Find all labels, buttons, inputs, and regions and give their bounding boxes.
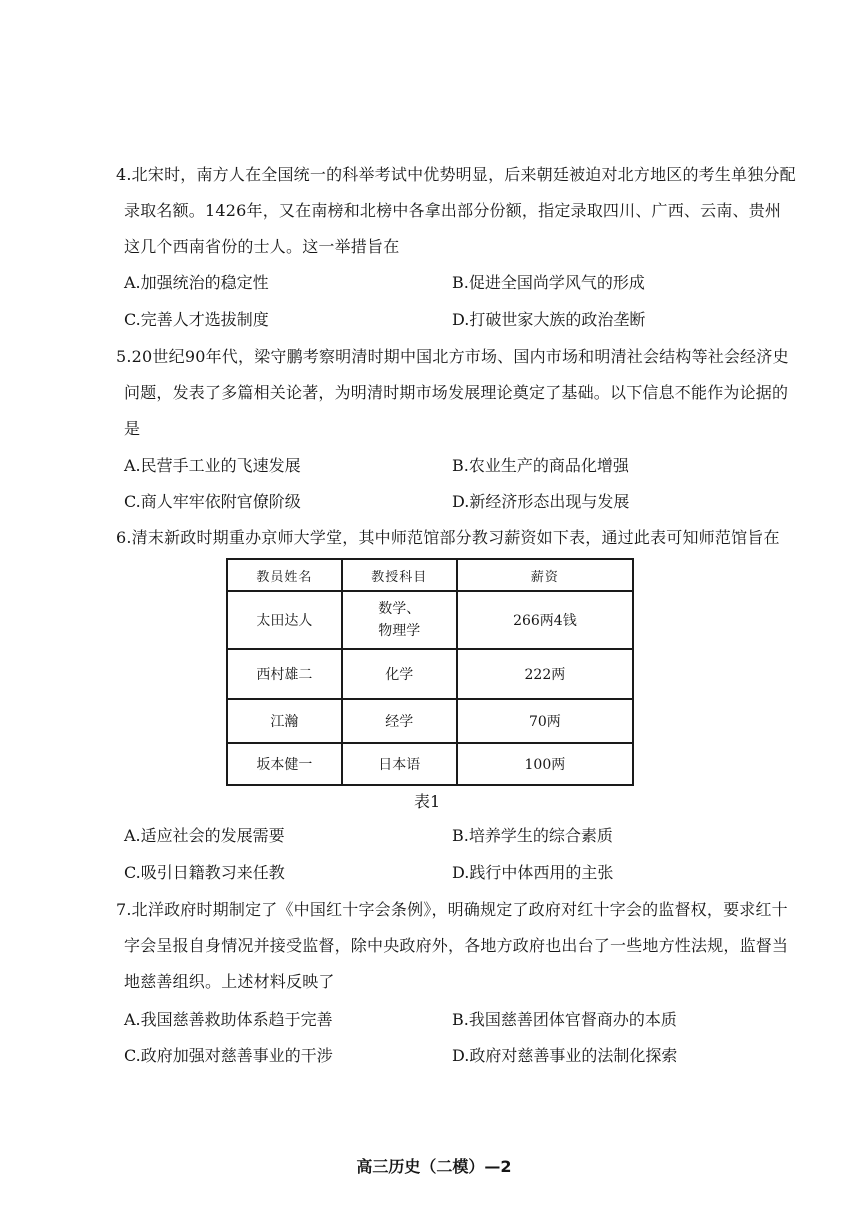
question-6-option-b: B.培养学生的综合素质	[452, 826, 613, 845]
question-7-line-2: 字会呈报自身情况并接受监督，除中央政府外，各地方政府也出台了一些地方性法规，监督当	[124, 936, 789, 955]
question-5-line-2: 问题，发表了多篇相关论著，为明清时期市场发展理论奠定了基础。以下信息不能作为论据的	[124, 383, 789, 402]
table-header-row	[227, 559, 633, 591]
question-7-option-d: D.政府对慈善事业的法制化探索	[452, 1046, 678, 1065]
question-7-line-3: 地慈善组织。上述材料反映了	[124, 972, 335, 991]
table-cell-subject-line-1: 数学、	[378, 601, 421, 617]
question-5-line-3: 是	[124, 419, 141, 438]
table-row	[227, 699, 633, 743]
question-4-option-d: D.打破世家大族的政治垄断	[452, 310, 646, 329]
question-5-option-c: C.商人牢牢依附官僚阶级	[124, 492, 301, 511]
question-5-option-a: A.民营手工业的飞速发展	[124, 456, 301, 475]
question-7-option-c: C.政府加强对慈善事业的干涉	[124, 1046, 333, 1065]
question-5-line-1: 5.20世纪90年代，梁守鹏考察明清时期中国北方市场、国内市场和明清社会结构等社会经济史	[116, 347, 789, 366]
table-cell-subject: 日本语	[342, 743, 457, 785]
question-4-line-1: 4.北宋时，南方人在全国统一的科举考试中优势明显，后来朝廷被迫对北方地区的考生单独分配	[116, 165, 796, 184]
table-caption: 表1	[414, 792, 441, 811]
question-6-option-d: D.践行中体西用的主张	[452, 863, 614, 882]
salary-table	[226, 558, 634, 786]
table-cell-name: 太田达人	[227, 591, 342, 649]
table-cell-subject	[342, 591, 457, 649]
table-row	[227, 743, 633, 785]
table-cell-subject: 化学	[342, 649, 457, 699]
table-cell-name: 江瀚	[227, 699, 342, 743]
table-cell-salary: 266两4钱	[457, 591, 633, 649]
table-cell-subject: 经学	[342, 699, 457, 743]
table-cell-subject-line-2: 物理学	[378, 623, 421, 639]
question-4-line-2: 录取名额。1426年，又在南榜和北榜中各拿出部分份额，指定录取四川、广西、云南、贵州	[124, 201, 782, 220]
question-7-line-1: 7.北洋政府时期制定了《中国红十字会条例》，明确规定了政府对红十字会的监督权，要求红十	[116, 900, 788, 919]
table-row	[227, 649, 633, 699]
table-row	[227, 591, 633, 649]
table-header-subject: 教授科目	[342, 559, 457, 591]
table-cell-salary: 222两	[457, 649, 633, 699]
question-6-line-1: 6.清末新政时期重办京师大学堂，其中师范馆部分教习薪资如下表，通过此表可知师范馆旨在	[116, 528, 780, 547]
question-6-option-a: A.适应社会的发展需要	[124, 826, 285, 845]
table-cell-salary: 70两	[457, 699, 633, 743]
table-cell-salary: 100两	[457, 743, 633, 785]
question-7-option-a: A.我国慈善救助体系趋于完善	[124, 1010, 333, 1029]
question-4-line-3: 这几个西南省份的士人。这一举措旨在	[124, 237, 400, 256]
question-4-option-a: A.加强统治的稳定性	[124, 273, 269, 292]
page-footer: 高三历史（二模）—2	[356, 1157, 512, 1176]
question-7-option-b: B.我国慈善团体官督商办的本质	[452, 1010, 677, 1029]
table-cell-name: 坂本健一	[227, 743, 342, 785]
question-5-option-b: B.农业生产的商品化增强	[452, 456, 629, 475]
question-6-option-c: C.吸引日籍教习来任教	[124, 863, 285, 882]
question-4-option-b: B.促进全国尚学风气的形成	[452, 273, 645, 292]
table-header-name: 教员姓名	[227, 559, 342, 591]
table-cell-name: 西村雄二	[227, 649, 342, 699]
table-header-salary: 薪资	[457, 559, 633, 591]
question-5-option-d: D.新经济形态出现与发展	[452, 492, 630, 511]
question-4-option-c: C.完善人才选拔制度	[124, 310, 269, 329]
